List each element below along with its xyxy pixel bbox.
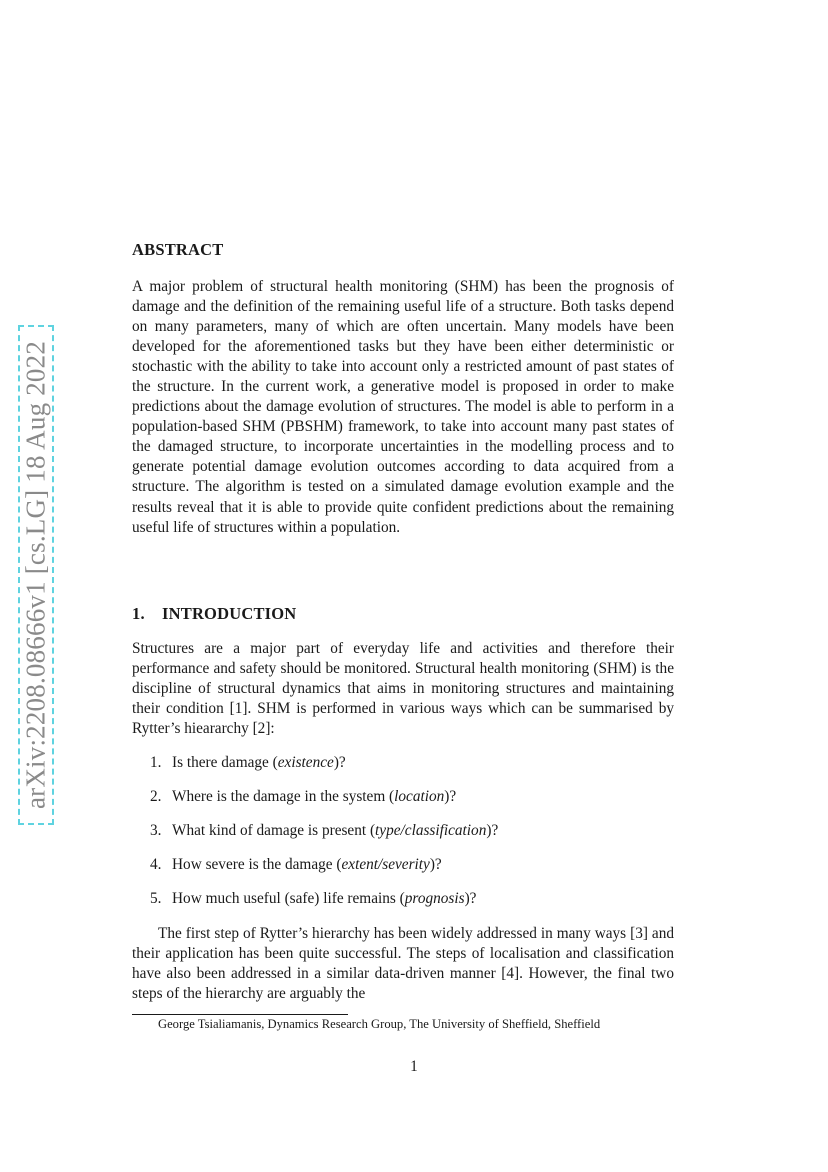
arxiv-identifier[interactable]: arXiv:2208.08666v1 [cs.LG] 18 Aug 2022 <box>20 340 51 810</box>
abstract-heading: ABSTRACT <box>132 240 224 259</box>
list-item: 2. Where is the damage in the system (location)? <box>150 788 457 805</box>
list-item: 3. What kind of damage is present (type/classification)? <box>150 822 499 839</box>
section-number: 1. <box>132 604 145 623</box>
list-item: 4. How severe is the damage (extent/severity)? <box>150 856 442 873</box>
introduction-paragraph-2: The first step of Rytter’s hierarchy has been widely addressed in many ways [3] and their application has been quite successful. The steps of localisation and classification have also been addressed in a similar data-driven manner [4]. However, the final two steps of the hierarchy are arguably the <box>132 925 674 1003</box>
section-title: INTRODUCTION <box>162 604 297 623</box>
list-item: 1. Is there damage (existence)? <box>150 754 346 771</box>
introduction-heading <box>132 604 296 624</box>
footnote-divider <box>132 1014 348 1015</box>
introduction-paragraph-1: Structures are a major part of everyday life and activities and therefore their performance and safety should be monitored. Structural health monitoring (SHM) is the discipline of structural dynamics that aims in monitoring structures and maintaining their condition [1]. SHM is performed in various ways which can be summarised by Rytter’s hieararchy [2]: <box>132 640 674 738</box>
list-item: 5. How much useful (safe) life remains (prognosis)? <box>150 890 477 907</box>
page-number: 1 <box>410 1058 418 1075</box>
author-footnote: George Tsialiamanis, Dynamics Research Group, The University of Sheffield, Sheffield <box>158 1017 601 1031</box>
abstract-text: A major problem of structural health monitoring (SHM) has been the prognosis of damage and the definition of the remaining useful life of a structure. Both tasks depend on many parameters, many of which are often uncertain. Many models have been developed for the aforementioned tasks but they have been either deterministic or stochastic with the ability to take into account only a restricted amount of past states of the structure. In the current work, a generative model is proposed in order to make predictions about the damage evolution of structures. The model is able to perform in a population-based SHM (PBSHM) framework, to take into account many past states of the damaged structure, to incorporate uncertainties in the modelling process and to generate potential damage evolution outcomes according to data acquired from a structure. The algorithm is tested on a simulated damage evolution example and the results reveal that it is able to provide quite confident predictions about the remaining useful life of structures within a population. <box>132 278 674 536</box>
rytter-hierarchy-list <box>150 753 670 923</box>
arxiv-stamp <box>18 325 54 825</box>
